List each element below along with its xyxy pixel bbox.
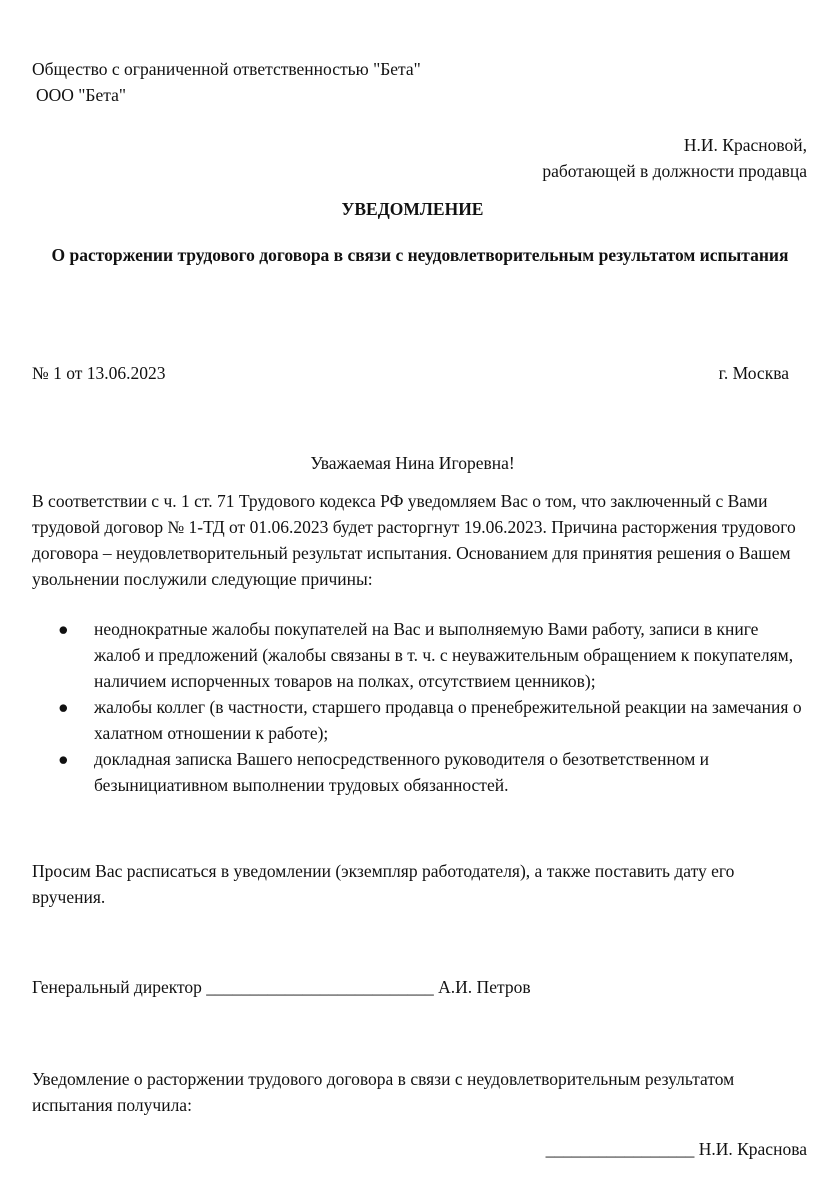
request-paragraph: Просим Вас расписаться в уведомлении (экземпляр работодателя), а также поставить дату его вручения. xyxy=(32,861,735,907)
reason-text: жалобы коллег (в частности, старшего продавца о пренебрежительной реакции на замечания о халатном отношении к работе); xyxy=(94,697,802,743)
bullet-icon: ● xyxy=(58,697,69,717)
list-item xyxy=(32,746,802,798)
employee-signature-line: _________________ Н.И. Краснова xyxy=(545,1139,807,1159)
organization-full-name: Общество с ограниченной ответственностью "Бета" xyxy=(32,59,421,79)
bullet-icon: ● xyxy=(58,619,69,639)
addressee-block xyxy=(542,132,807,184)
document-number-date: № 1 от 13.06.2023 xyxy=(32,363,166,383)
list-item xyxy=(32,694,802,746)
document-title: УВЕДОМЛЕНИЕ xyxy=(341,199,484,219)
receipt-acknowledgement: Уведомление о расторжении трудового договора в связи с неудовлетворительным результатом испытания получила: xyxy=(32,1069,735,1115)
main-paragraph: В соответствии с ч. 1 ст. 71 Трудового кодекса РФ уведомляем Вас о том, что заключенный с Вами трудовой договор № 1-ТД от 01.06.2023 будет расторгнут 19.06.2023. Причина расторжения трудового договора – неудовлетворительный результат испытания. Основанием для принятия решения о Вашем увольнении послужили следующие причины: xyxy=(32,491,796,589)
greeting: Уважаемая Нина Игоревна! xyxy=(310,453,515,473)
document-subject: О расторжении трудового договора в связи с неудовлетворительным результатом испытания xyxy=(51,245,789,265)
director-signature-line: Генеральный директор __________________________ А.И. Петров xyxy=(32,977,531,997)
document-city: г. Москва xyxy=(718,363,789,383)
reason-text: докладная записка Вашего непосредственного руководителя о безответственном и безынициативном выполнении трудовых обязанностей. xyxy=(94,749,710,795)
reason-text: неоднократные жалобы покупателей на Вас и выполняемую Вами работу, записи в книге жалоб и предложений (жалобы связаны в т. ч. с неуважительным обращением к покупателям, наличием испорченных товаров на полках, отсутствием ценников); xyxy=(94,619,794,691)
bullet-icon: ● xyxy=(58,749,69,769)
reasons-list xyxy=(32,616,802,798)
organization-short-name: ООО "Бета" xyxy=(36,85,127,105)
list-item xyxy=(32,616,802,694)
addressee-name: Н.И. Красновой, xyxy=(683,135,807,155)
addressee-position: работающей в должности продавца xyxy=(542,161,807,181)
